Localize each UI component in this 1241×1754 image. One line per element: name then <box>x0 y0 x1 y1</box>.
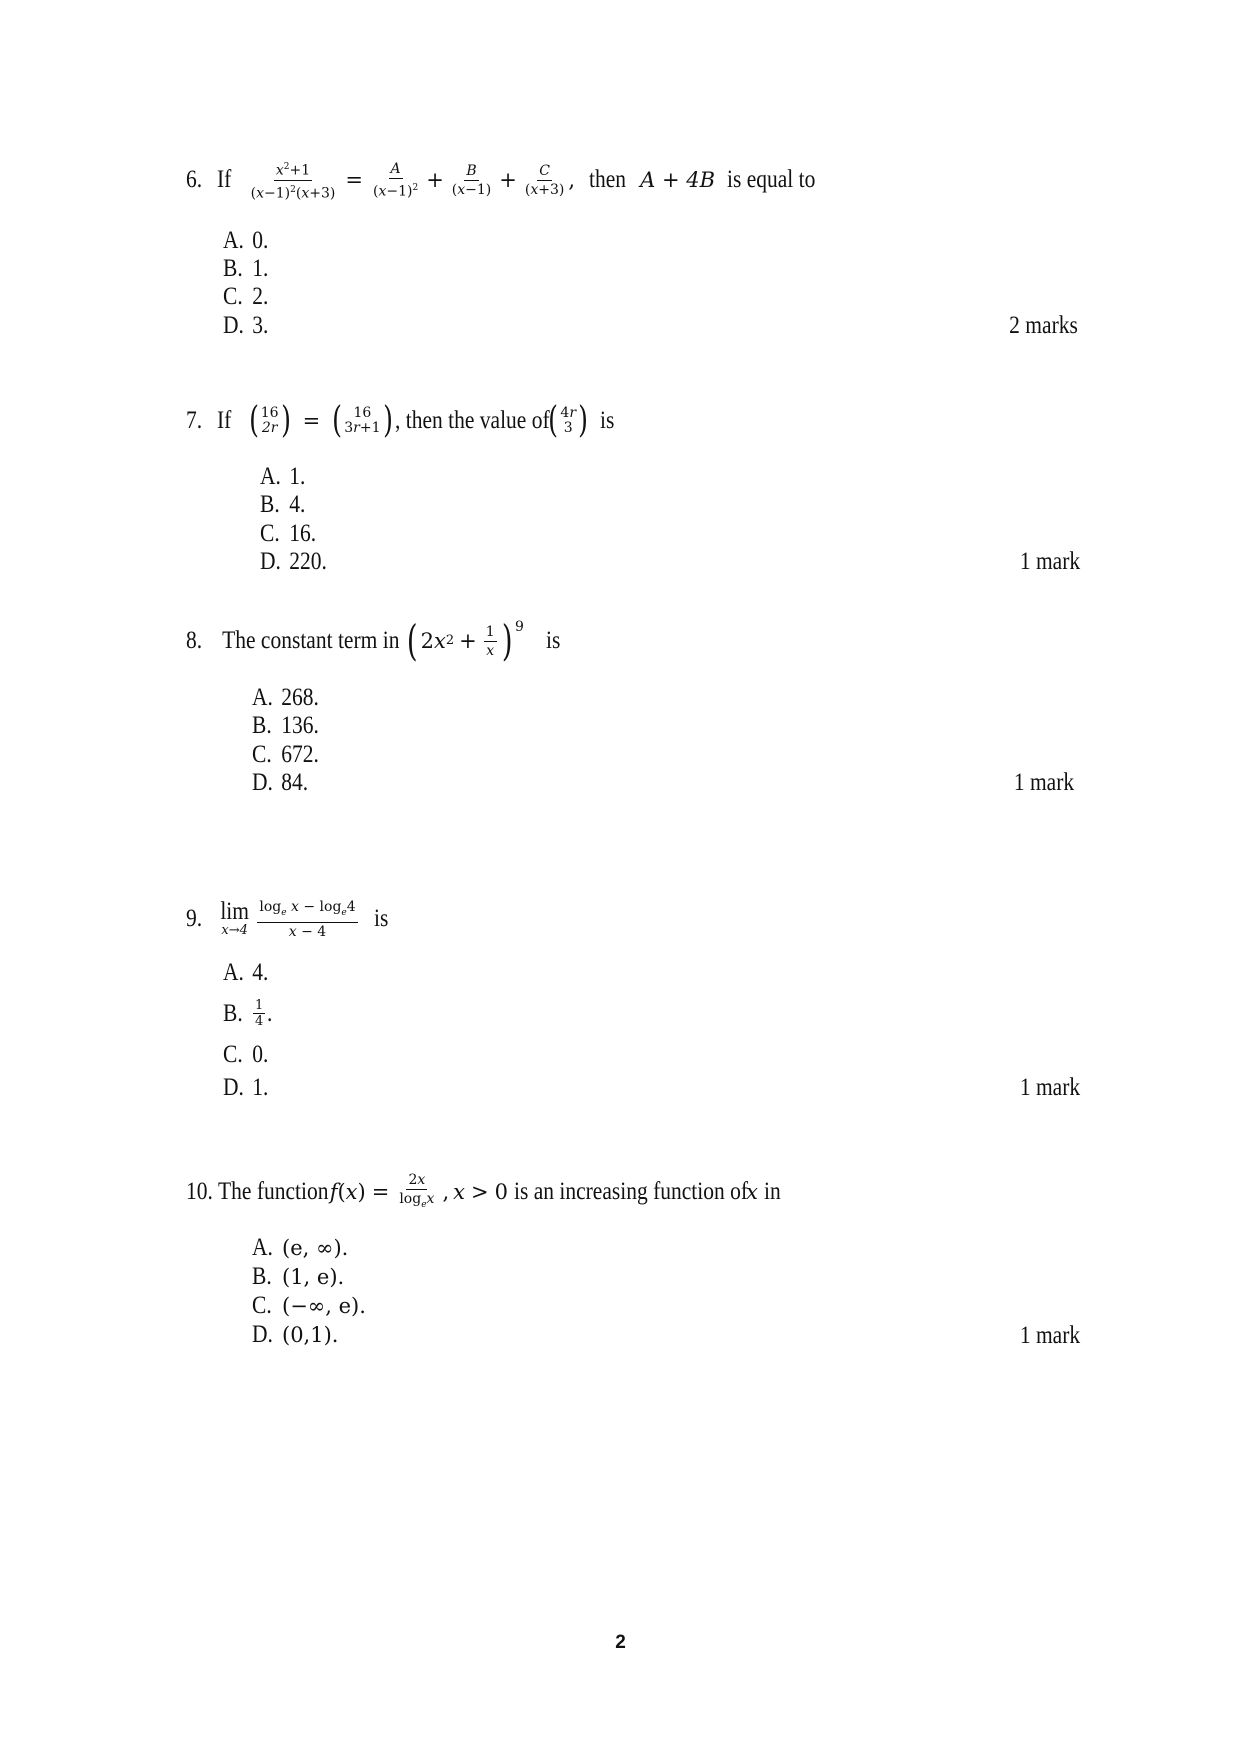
question-9 <box>186 898 390 941</box>
option-label: C. <box>223 1041 243 1068</box>
marks-label: 1 mark <box>1019 548 1080 575</box>
question-number: 6. <box>186 166 203 194</box>
binomial-4r-3: ( 4r 3 ) <box>548 400 588 441</box>
option-text: 2. <box>252 283 269 310</box>
option-text: 220. <box>289 548 327 575</box>
option-a[interactable] <box>252 683 319 713</box>
option-text: 1. <box>252 1074 269 1101</box>
option-label: D. <box>223 312 244 339</box>
option-label: A. <box>252 1234 273 1261</box>
option-text: 136. <box>281 712 319 739</box>
fraction-one-quarter: $\frac{1}{4}$ <box>255 998 264 1029</box>
question-number: 8. <box>186 627 203 654</box>
question-then: then <box>589 166 627 194</box>
option-label: B. <box>223 255 243 282</box>
option-label: D. <box>260 548 281 575</box>
option-a[interactable] <box>252 1233 348 1263</box>
question-10 <box>186 1171 783 1214</box>
option-text: 3. <box>252 312 269 339</box>
option-d[interactable] <box>252 1320 338 1350</box>
option-label: D. <box>223 1074 244 1101</box>
option-label: A. <box>252 684 273 711</box>
question-8 <box>186 616 563 665</box>
option-text: (1, e). <box>282 1265 345 1289</box>
option-text: 1. <box>289 463 306 490</box>
option-label: B. <box>260 491 280 518</box>
option-text: 0. <box>252 227 269 254</box>
marks-label: 1 mark <box>1019 1074 1080 1101</box>
option-b[interactable] <box>252 1262 344 1292</box>
marks-label: 2 marks <box>1009 312 1078 339</box>
option-text: 0. <box>252 1041 269 1068</box>
option-a[interactable] <box>223 226 268 256</box>
option-label: A. <box>260 463 281 490</box>
option-text: 84. <box>281 769 309 796</box>
option-b[interactable] <box>260 490 305 520</box>
option-label: A. <box>223 227 244 254</box>
option-text: 4. <box>252 959 269 986</box>
option-text: 16. <box>289 520 317 547</box>
option-c[interactable] <box>252 740 319 770</box>
option-text: 1. <box>252 255 269 282</box>
option-text: 672. <box>281 741 319 768</box>
option-label: B. <box>252 712 272 739</box>
question-suffix: is <box>545 627 561 654</box>
question-number: 9. <box>186 905 203 933</box>
option-d[interactable] <box>252 768 308 798</box>
question-suffix: is <box>373 905 389 933</box>
option-text: (−∞, e). <box>282 1294 366 1318</box>
option-b[interactable] <box>252 711 319 741</box>
question-6 <box>186 158 830 202</box>
option-text: . <box>267 999 273 1027</box>
option-label: B. <box>223 999 243 1027</box>
option-text: (e, ∞). <box>282 1236 349 1260</box>
question-number: 7. <box>186 407 203 434</box>
question-middle: is an increasing function of <box>513 1178 749 1206</box>
marks-label: 1 mark <box>1013 769 1074 796</box>
option-label: C. <box>252 1292 272 1319</box>
question-prefix: If <box>216 166 232 194</box>
partial-fraction-equation: $\frac{x^2+1}{(x-1)^2(x+3)}$ = $\frac{A}{(x-1)^2}$ + $\frac{B}{(x-1)}$ + $\frac{C}{(x+3)}$ , <box>247 158 575 202</box>
page-number: 2 <box>615 1632 626 1653</box>
question-number: 10. <box>186 1178 213 1206</box>
question-suffix: is <box>600 407 615 434</box>
binomial-expression: ( 2 x 2 + $\frac{1}{x}$ ) 9 <box>407 616 524 665</box>
option-b[interactable] <box>223 998 274 1029</box>
option-c[interactable] <box>223 282 268 312</box>
question-suffix: is equal to <box>727 166 816 194</box>
option-label: B. <box>252 1263 272 1290</box>
option-d[interactable] <box>223 311 268 341</box>
question-expression: A + 4B <box>640 168 716 193</box>
option-b[interactable] <box>223 254 268 284</box>
function-definition: f ( x ) = $\frac{2x}{\log_ex}$ , x > 0 <box>329 1172 508 1210</box>
option-a[interactable] <box>260 462 305 492</box>
option-c[interactable] <box>260 519 316 549</box>
question-middle: , then the value of <box>394 407 550 434</box>
binomial-16-3r1: ( 16 3r+1 ) <box>332 400 393 441</box>
question-prefix: The constant term in <box>222 627 400 654</box>
limit-expression: lim x→4 $\frac{\log_e x - \log_e4}{x - 4}$ <box>220 898 356 940</box>
option-label: C. <box>260 520 280 547</box>
question-prefix: The function <box>218 1178 329 1206</box>
question-suffix: in <box>763 1178 781 1206</box>
option-label: C. <box>223 283 243 310</box>
option-d[interactable] <box>223 1073 268 1103</box>
option-label: D. <box>252 769 273 796</box>
option-text: 268. <box>281 684 319 711</box>
question-prefix: If <box>216 407 232 434</box>
marks-label: 1 mark <box>1019 1322 1080 1349</box>
question-7: 7. If ( 16 2r ) = ( 16 3r+1 ) , then the value of ( 4r 3 ) is <box>186 400 615 441</box>
option-a[interactable] <box>223 958 268 988</box>
option-label: A. <box>223 959 244 986</box>
option-label: D. <box>252 1321 273 1348</box>
option-text: 4. <box>289 491 306 518</box>
option-text: (0,1). <box>282 1323 339 1347</box>
option-c[interactable] <box>252 1291 366 1321</box>
option-c[interactable] <box>223 1040 268 1070</box>
option-d[interactable] <box>260 547 327 577</box>
variable-x: x <box>746 1180 758 1205</box>
binomial-16-2r: ( 16 2r ) <box>248 400 291 441</box>
option-label: C. <box>252 741 272 768</box>
